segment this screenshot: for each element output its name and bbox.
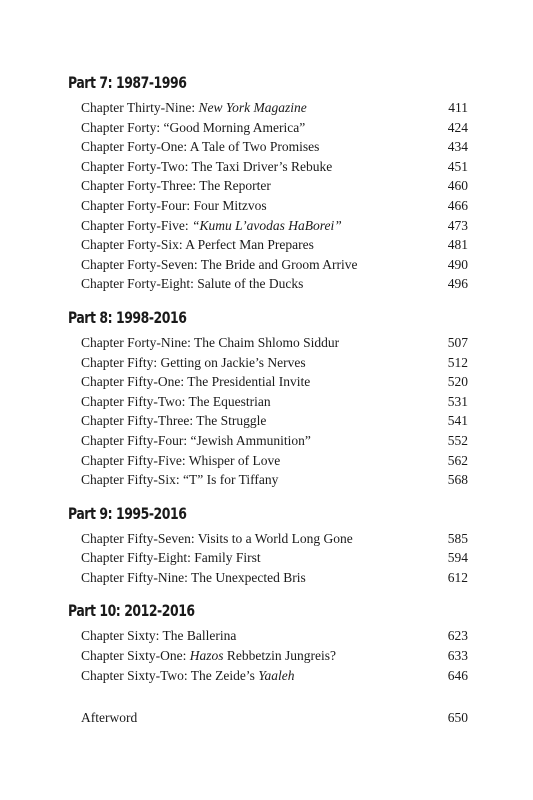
chapter-title-text: Chapter Forty-Six: A Perfect Man Prepares <box>81 237 314 253</box>
part-7-section <box>68 72 468 294</box>
chapter-title-text: Chapter Forty-One: A Tale of Two Promises <box>81 139 320 155</box>
chapter-page-number: 585 <box>447 530 468 546</box>
chapter-entry[interactable] <box>68 392 468 412</box>
chapter-page-number: 646 <box>447 667 468 683</box>
chapter-title-text: Chapter Sixty: The Ballerina <box>81 628 237 644</box>
chapter-entry[interactable] <box>68 470 468 490</box>
chapter-title-text: Chapter Fifty: Getting on Jackie’s Nerves <box>81 354 306 370</box>
chapter-title-text: Chapter Fifty-Five: Whisper of Love <box>81 452 281 468</box>
chapter-title-text: Chapter Forty-Seven: The Bride and Groom Arrive <box>81 256 358 272</box>
chapter-title-text: Chapter Forty-Four: Four Mitzvos <box>81 197 267 213</box>
chapter-title <box>81 548 438 568</box>
chapter-title <box>81 274 438 294</box>
chapter-title-text: Chapter Forty-Three: The Reporter <box>81 178 271 194</box>
chapter-title-text: Chapter Fifty-Four: “Jewish Ammunition” <box>81 432 311 448</box>
chapter-title <box>81 176 438 196</box>
chapter-title <box>81 157 438 177</box>
chapter-title-text: Chapter Sixty-One: <box>81 648 190 664</box>
chapter-title <box>81 333 438 353</box>
chapter-title-text: Chapter Forty-Two: The Taxi Driver’s Rebuke <box>81 158 333 174</box>
afterword-label: Afterword <box>81 710 138 726</box>
chapter-title-italic: New York Magazine <box>198 100 307 115</box>
afterword-page-number: 650 <box>447 710 468 726</box>
chapter-entry[interactable] <box>68 157 468 177</box>
chapter-entry[interactable] <box>68 274 468 294</box>
chapter-entry[interactable] <box>68 333 468 353</box>
chapter-entry[interactable] <box>68 411 468 431</box>
chapter-page-number: 424 <box>447 119 468 135</box>
chapter-page-number: 568 <box>447 472 468 488</box>
chapter-entry[interactable] <box>68 529 468 549</box>
chapter-title-text: Chapter Sixty-Two: The Zeide’s <box>81 667 259 683</box>
chapter-entry[interactable] <box>68 137 468 157</box>
chapter-title <box>81 235 438 255</box>
chapter-title <box>81 372 438 392</box>
chapter-title <box>81 451 438 471</box>
chapter-title-text: Chapter Forty: “Good Morning America” <box>81 119 306 135</box>
chapter-entry[interactable] <box>68 431 468 451</box>
chapter-title-italic: Hazos <box>189 648 224 664</box>
chapter-page-number: 512 <box>447 354 468 370</box>
chapter-title-text: Chapter Thirty-Nine: <box>81 100 199 115</box>
chapter-title-text: Chapter Forty-Five: <box>81 217 192 233</box>
chapter-page-number: 520 <box>447 374 468 390</box>
chapter-page-number: 633 <box>447 648 468 664</box>
part-10-section <box>68 600 468 685</box>
chapter-title <box>81 255 438 275</box>
chapter-title <box>81 646 438 666</box>
chapter-page-number: 434 <box>447 139 468 155</box>
chapter-title <box>81 666 438 686</box>
chapter-entry[interactable] <box>68 98 468 118</box>
chapter-title <box>81 353 438 373</box>
chapter-page-number: 466 <box>447 197 468 213</box>
chapter-page-number: 531 <box>447 393 468 409</box>
part-9-section <box>68 503 468 588</box>
chapter-page-number: 473 <box>447 217 468 233</box>
chapter-title <box>81 529 438 549</box>
chapter-title-text: Chapter Fifty-Two: The Equestrian <box>81 393 271 409</box>
chapter-entry[interactable] <box>68 255 468 275</box>
chapter-title <box>81 137 438 157</box>
chapter-title <box>81 196 438 216</box>
chapter-entry[interactable] <box>68 216 468 236</box>
chapter-entry[interactable] <box>68 353 468 373</box>
chapter-title <box>81 470 438 490</box>
table-of-contents <box>68 72 468 728</box>
chapter-page-number: 594 <box>447 550 468 566</box>
chapter-title-text-after: Rebbetzin Jungreis? <box>223 648 336 664</box>
chapter-title-italic: Yaaleh <box>258 667 295 683</box>
chapter-page-number: 562 <box>447 452 468 468</box>
chapter-entry[interactable] <box>68 666 468 686</box>
chapter-entry[interactable] <box>68 196 468 216</box>
chapter-entry[interactable] <box>68 568 468 588</box>
chapter-title <box>81 392 438 412</box>
chapter-page-number: 411 <box>448 100 468 115</box>
chapter-title-text: Chapter Forty-Eight: Salute of the Ducks <box>81 276 304 292</box>
chapter-page-number: 552 <box>447 432 468 448</box>
chapter-title <box>81 626 438 646</box>
chapter-page-number: 496 <box>447 276 468 292</box>
chapter-entry[interactable] <box>68 451 468 471</box>
chapter-page-number: 490 <box>447 256 468 272</box>
chapter-title <box>81 98 438 118</box>
chapter-title-italic: “Kumu L’avodas HaBorei” <box>192 217 342 233</box>
chapter-entry[interactable] <box>68 118 468 138</box>
chapter-entry[interactable] <box>68 646 468 666</box>
chapter-title-text: Chapter Fifty-Seven: Visits to a World Long Gone <box>81 530 353 546</box>
part-heading: Part 8: 1998-2016 <box>68 307 187 327</box>
chapter-title-text: Chapter Forty-Nine: The Chaim Shlomo Siddur <box>81 334 340 350</box>
chapter-page-number: 507 <box>447 334 468 350</box>
chapter-title <box>81 431 438 451</box>
chapter-title <box>81 411 438 431</box>
chapter-page-number: 481 <box>447 237 468 253</box>
part-heading: Part 10: 2012-2016 <box>68 601 195 621</box>
part-heading: Part 9: 1995-2016 <box>68 503 187 523</box>
chapter-page-number: 612 <box>447 569 468 585</box>
chapter-entry[interactable] <box>68 626 468 646</box>
chapter-title-text: Chapter Fifty-One: The Presidential Invite <box>81 374 311 390</box>
chapter-page-number: 541 <box>447 413 468 429</box>
chapter-page-number: 451 <box>447 158 468 174</box>
chapter-entry[interactable] <box>68 372 468 392</box>
chapter-page-number: 623 <box>447 628 468 644</box>
afterword-entry[interactable] <box>68 708 468 728</box>
chapter-title-text: Chapter Fifty-Eight: Family First <box>81 550 261 566</box>
chapter-title-text: Chapter Fifty-Three: The Struggle <box>81 413 267 429</box>
part-heading: Part 7: 1987-1996 <box>68 73 187 92</box>
chapter-title <box>81 568 438 588</box>
chapter-title <box>81 216 438 236</box>
chapter-title <box>81 118 438 138</box>
chapter-entry[interactable] <box>68 176 468 196</box>
chapter-entry[interactable] <box>68 548 468 568</box>
chapter-title-text: Chapter Fifty-Nine: The Unexpected Bris <box>81 569 306 585</box>
chapter-entry[interactable] <box>68 235 468 255</box>
chapter-title-text: Chapter Fifty-Six: “T” Is for Tiffany <box>81 472 279 488</box>
part-8-section <box>68 307 468 490</box>
chapter-page-number: 460 <box>447 178 468 194</box>
